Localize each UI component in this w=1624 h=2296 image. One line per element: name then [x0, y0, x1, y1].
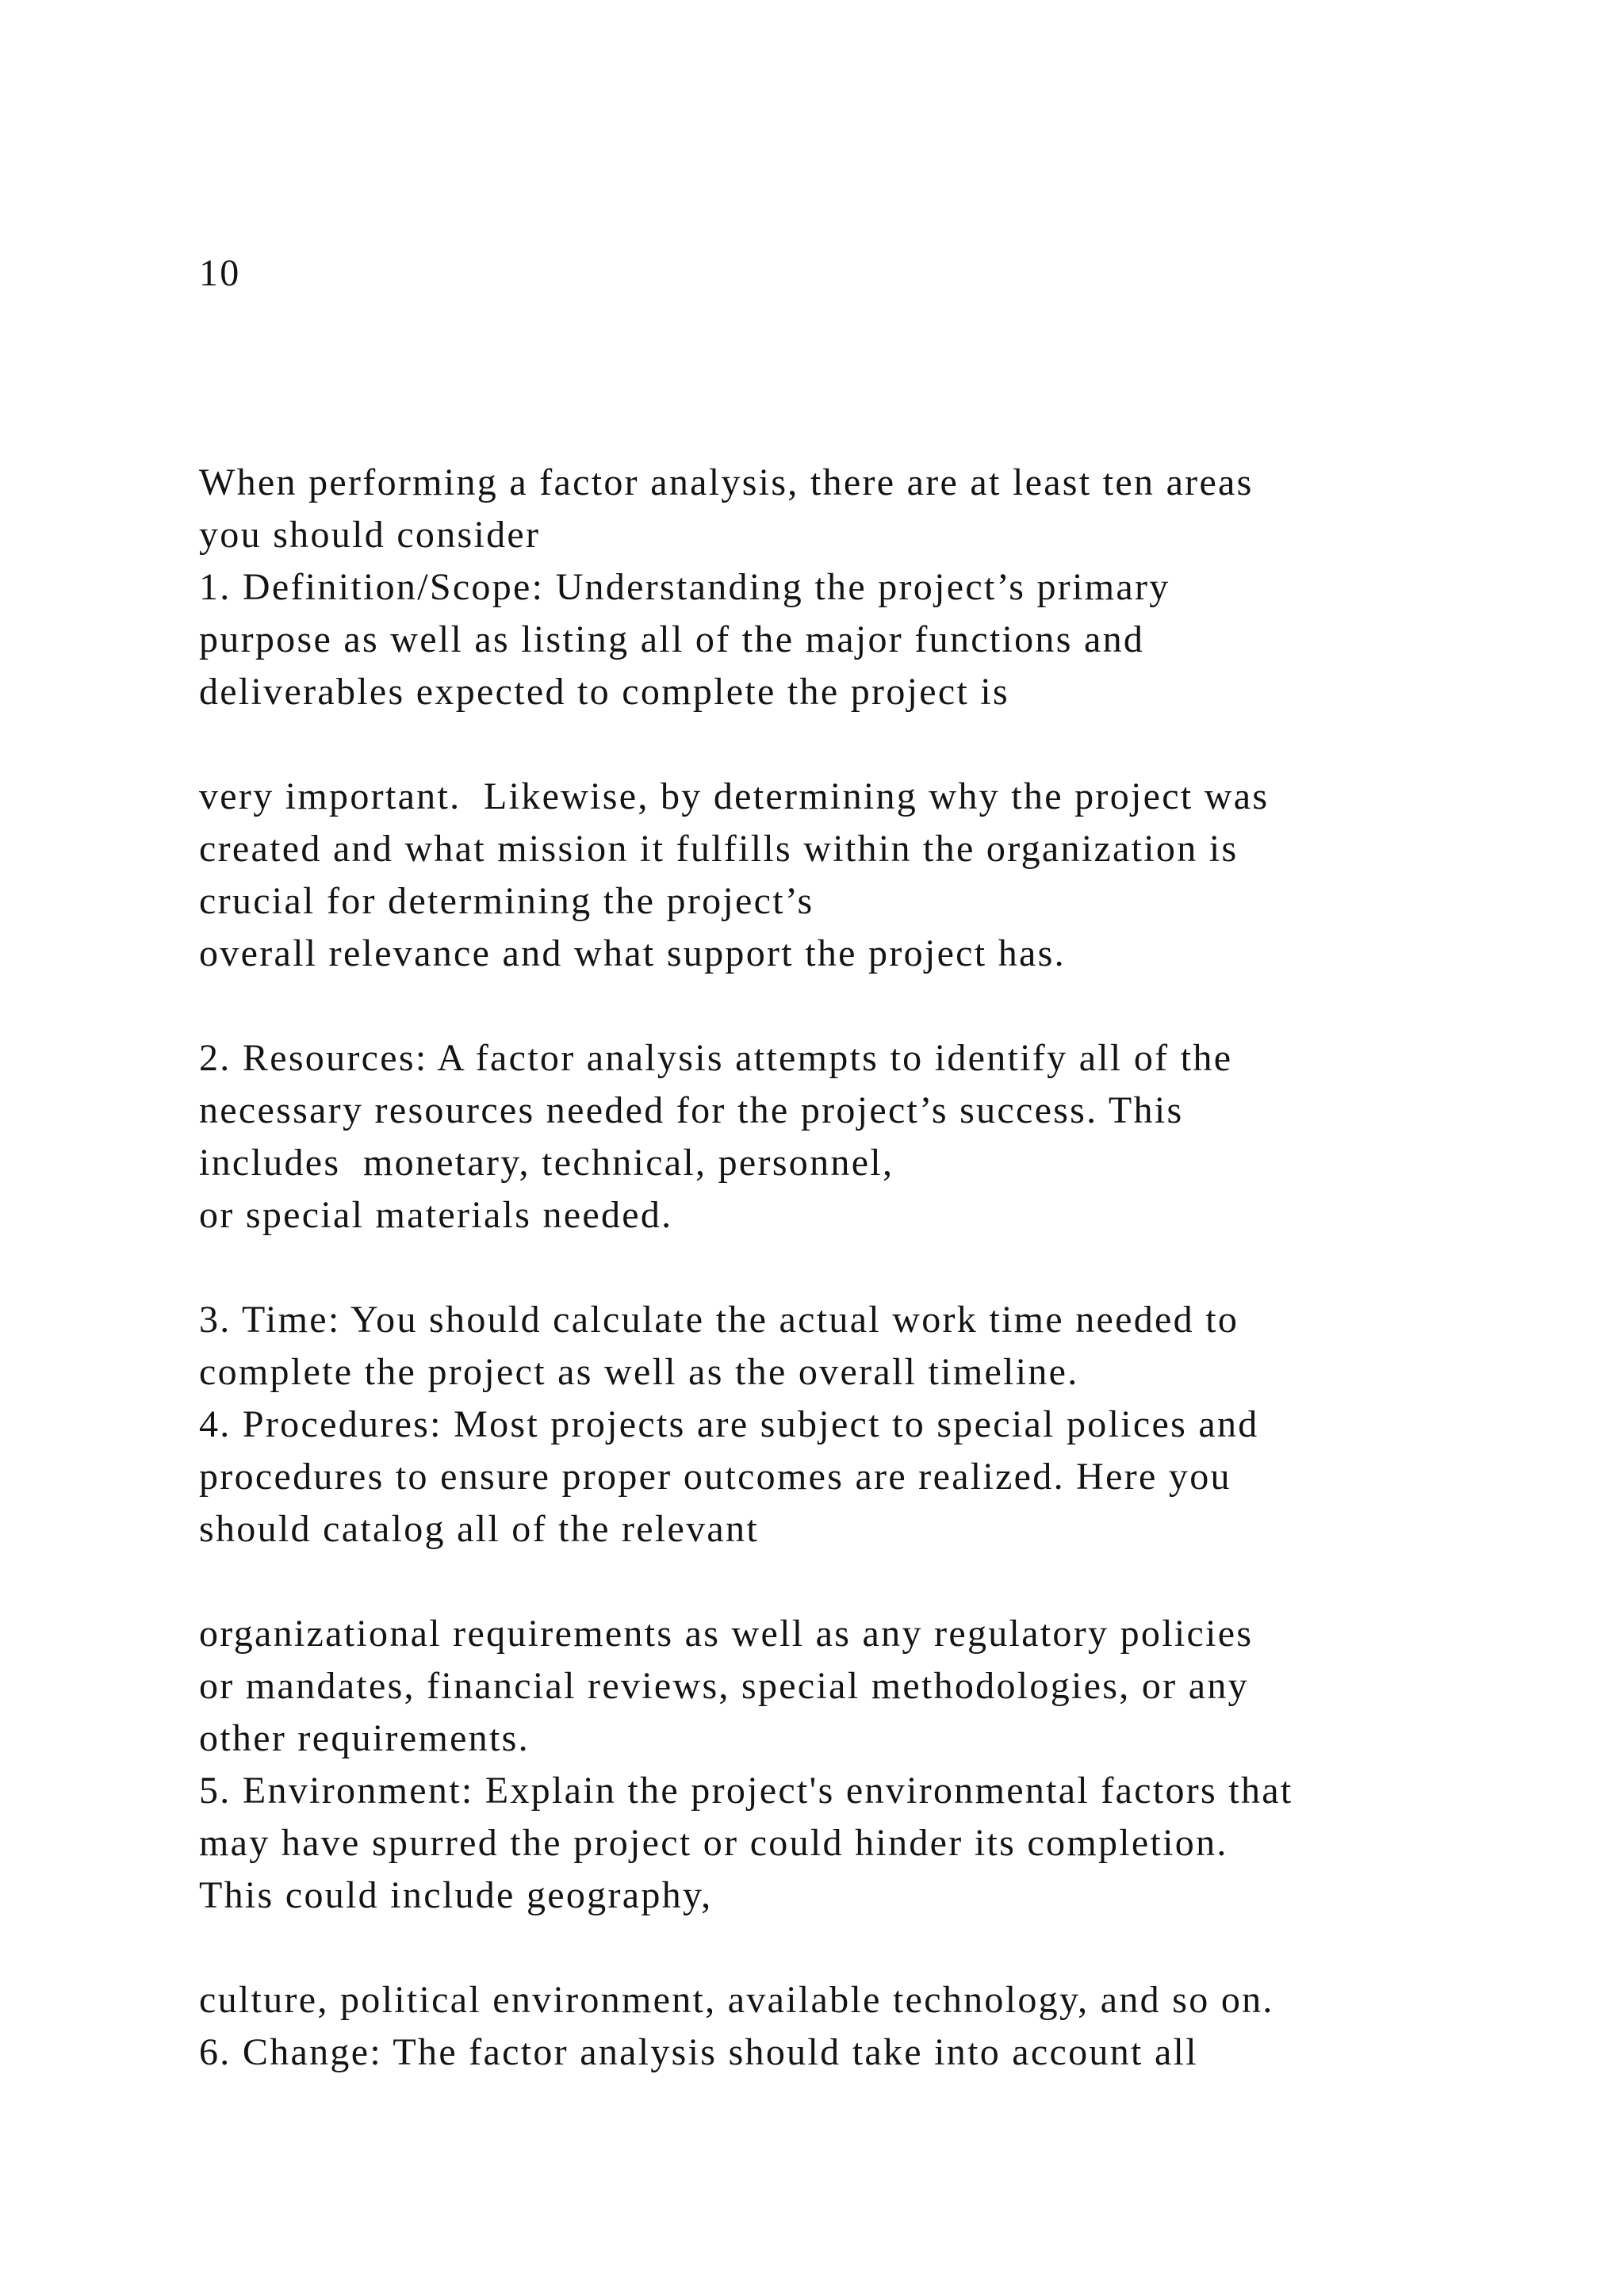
text-line: should catalog all of the relevant	[199, 1508, 759, 1550]
paragraph-gap	[199, 1242, 1611, 1294]
paragraph-gap	[199, 718, 1611, 771]
text-line: culture, political environment, available technology, and so on.	[199, 1979, 1274, 2021]
paragraph-gap	[199, 980, 1611, 1032]
text-line: When performing a factor analysis, there are at least ten areas	[199, 461, 1254, 503]
text-line: 6. Change: The factor analysis should take into account all	[199, 2031, 1198, 2073]
document-body	[199, 457, 1611, 2079]
text-line: created and what mission it fulfills within the organization is	[199, 828, 1239, 870]
text-line: you should consider	[199, 514, 541, 556]
paragraph-gap	[199, 1922, 1611, 1974]
text-line: purpose as well as listing all of the major functions and	[199, 618, 1145, 660]
text-line: or mandates, financial reviews, special methodologies, or any	[199, 1665, 1249, 1707]
text-line: 1. Definition/Scope: Understanding the project’s primary	[199, 566, 1170, 608]
text-line: overall relevance and what support the project has.	[199, 932, 1066, 974]
text-line: 5. Environment: Explain the project's environmental factors that	[199, 1770, 1293, 1812]
text-line: procedures to ensure proper outcomes are realized. Here you	[199, 1456, 1231, 1498]
text-line: may have spurred the project or could hinder its completion.	[199, 1822, 1228, 1864]
text-line: complete the project as well as the overall timeline.	[199, 1351, 1079, 1393]
text-line: or special materials needed.	[199, 1194, 673, 1236]
text-line: 2. Resources: A factor analysis attempts to identify all of the	[199, 1037, 1233, 1079]
text-line: very important. Likewise, by determining why the project was	[199, 775, 1270, 817]
text-line: other requirements.	[199, 1717, 530, 1759]
text-line: organizational requirements as well as any regulatory policies	[199, 1613, 1254, 1655]
text-line: crucial for determining the project’s	[199, 880, 814, 922]
text-line: 3. Time: You should calculate the actual work time needed to	[199, 1299, 1239, 1341]
text-line: This could include geography,	[199, 1874, 713, 1916]
page-number: 10	[199, 252, 241, 294]
paragraph-gap	[199, 1556, 1611, 1608]
text-line: includes monetary, technical, personnel,	[199, 1142, 894, 1184]
text-line: 4. Procedures: Most projects are subject to special polices and	[199, 1403, 1259, 1445]
text-line: necessary resources needed for the project’s success. This	[199, 1089, 1184, 1131]
text-line: deliverables expected to complete the project is	[199, 671, 1010, 713]
